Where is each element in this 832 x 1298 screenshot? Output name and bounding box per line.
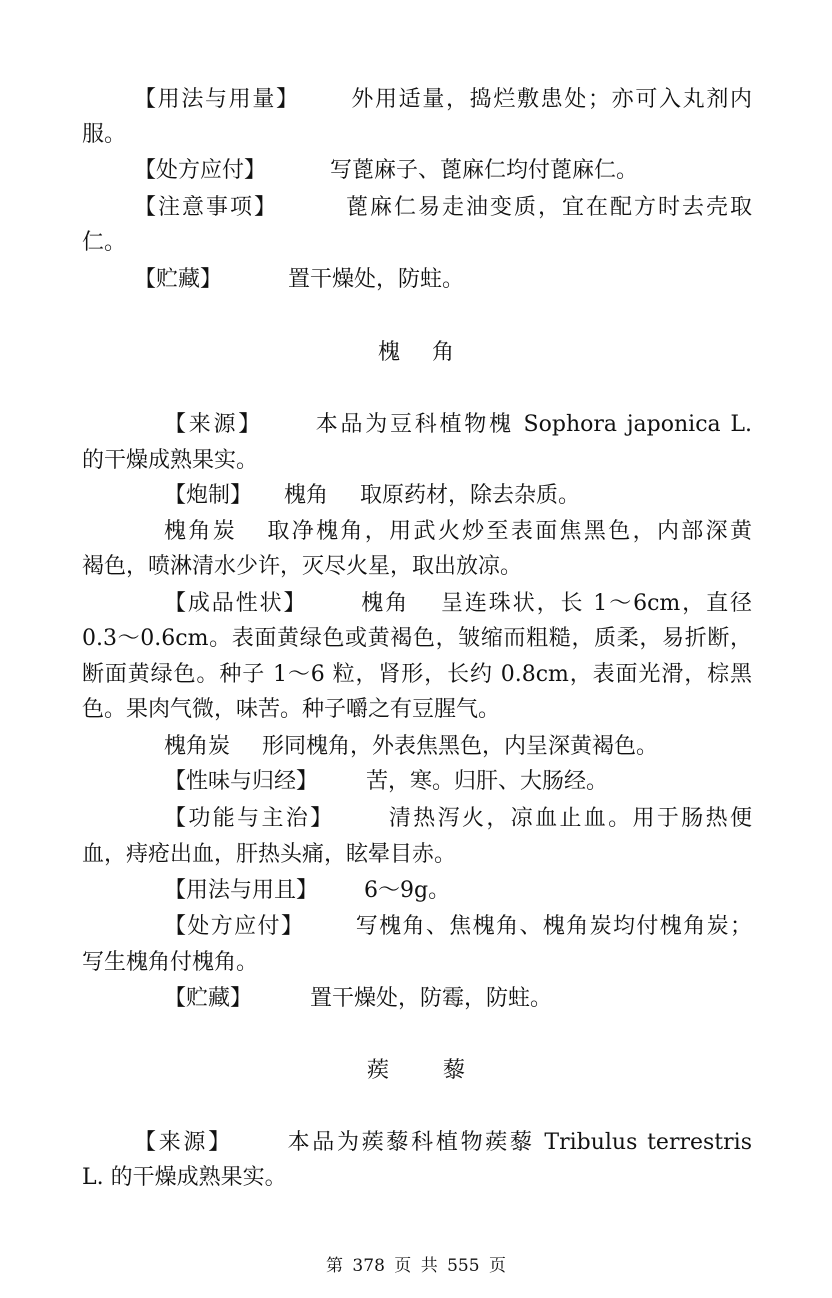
usage-label: 【用法与用量】 bbox=[134, 87, 300, 112]
usage-text-2: 服。 bbox=[82, 122, 127, 147]
hj-usage-text: 6～9g。 bbox=[364, 878, 451, 903]
storage-label: 【贮藏】 bbox=[134, 267, 223, 292]
hj-charcoal-text-2: 褐色，喷淋清水少许，灭尽火星，取出放凉。 bbox=[82, 554, 523, 579]
caution-text-1: 蓖麻仁易走油变质，宜在配方时去壳取 bbox=[344, 195, 752, 220]
caution-line-2 bbox=[82, 228, 752, 258]
hj-taste-line bbox=[164, 767, 752, 797]
hj-properties-line-1 bbox=[164, 589, 752, 619]
usage-line-1 bbox=[134, 85, 752, 115]
hj-properties-text-1: 呈连珠状，长 1～6cm，直径 bbox=[439, 591, 752, 616]
hj-storage-text: 置干燥处，防霉，防蛀。 bbox=[310, 986, 553, 1011]
hj-charcoal-props-text: 形同槐角，外表焦黑色，内呈深黄褐色。 bbox=[262, 734, 659, 759]
hj-charcoal-line-2 bbox=[82, 552, 752, 582]
jl-source-label: 【来源】 bbox=[134, 1130, 233, 1155]
jl-source-text-2: L. 的干燥成熟果实。 bbox=[82, 1165, 287, 1190]
storage-text: 置干燥处，防蛀。 bbox=[288, 267, 465, 292]
hj-prescription-line-1 bbox=[164, 912, 752, 942]
hj-charcoal-line-1 bbox=[164, 517, 752, 547]
prescription-text: 写蓖麻子、蓖麻仁均付蓖麻仁。 bbox=[330, 158, 639, 183]
hj-processing-line bbox=[164, 481, 752, 511]
hj-function-text-1: 清热泻火，凉血止血。用于肠热便 bbox=[386, 806, 752, 831]
jl-source-text-1: 本品为蒺藜科植物蒺藜 Tribulus terrestris bbox=[284, 1130, 752, 1155]
hj-properties-line-2 bbox=[82, 624, 752, 654]
caution-label: 【注意事项】 bbox=[134, 195, 278, 220]
hj-processing-text: 取原药材，除去杂质。 bbox=[360, 483, 581, 508]
storage-line bbox=[134, 265, 752, 295]
hj-function-text-2: 血，痔疮出血，肝热头痛，眩晕目赤。 bbox=[82, 842, 457, 867]
jl-source-line-1 bbox=[134, 1128, 752, 1158]
hj-usage-line bbox=[164, 876, 752, 906]
hj-source-text-1: 本品为豆科植物槐 Sophora japonica L. bbox=[313, 412, 752, 437]
hj-prescription-text-1: 写槐角、焦槐角、槐角炭均付槐角炭； bbox=[354, 914, 752, 939]
hj-properties-text-4: 色。果肉气微，味苦。种子嚼之有豆腥气。 bbox=[82, 697, 501, 722]
hj-storage-line bbox=[164, 984, 752, 1014]
hj-properties-line-4 bbox=[82, 695, 752, 725]
hj-charcoal-props-item: 槐角炭 bbox=[164, 734, 231, 759]
hj-processing-item: 槐角 bbox=[284, 483, 329, 508]
hj-function-line-1 bbox=[164, 804, 752, 834]
hj-charcoal-text-1: 取净槐角，用武火炒至表面焦黑色，内部深黄 bbox=[265, 519, 752, 544]
hj-storage-label: 【贮藏】 bbox=[164, 986, 253, 1011]
hj-source-line-2 bbox=[82, 446, 752, 476]
jl-source-line-2 bbox=[82, 1163, 752, 1193]
caution-text-2: 仁。 bbox=[82, 230, 127, 255]
hj-function-label: 【功能与主治】 bbox=[164, 806, 335, 831]
hj-source-text-2: 的干燥成熟果实。 bbox=[82, 448, 259, 473]
hj-charcoal-props-line bbox=[164, 732, 752, 762]
hj-prescription-label: 【处方应付】 bbox=[164, 914, 305, 939]
hj-source-label: 【来源】 bbox=[164, 412, 264, 437]
hj-function-line-2 bbox=[82, 840, 752, 870]
usage-text-1: 外用适量，捣烂敷患处；亦可入丸剂内 bbox=[349, 87, 752, 112]
section-title-jili: 蒺藜 bbox=[366, 1058, 519, 1083]
hj-properties-text-3: 断面黄绿色。种子 1～6 粒，肾形，长约 0.8cm，表面光滑，棕黑 bbox=[82, 662, 752, 687]
hj-properties-text-2: 0.3～0.6cm。表面黄绿色或黄褐色，皱缩而粗糙，质柔，易折断， bbox=[82, 626, 752, 651]
hj-source-line-1 bbox=[164, 410, 752, 440]
hj-processing-label: 【炮制】 bbox=[164, 483, 253, 508]
hj-properties-line-3 bbox=[82, 660, 752, 690]
caution-line-1 bbox=[134, 193, 752, 223]
hj-taste-text: 苦，寒。归肝、大肠经。 bbox=[366, 769, 609, 794]
hj-prescription-line-2 bbox=[82, 948, 752, 978]
hj-properties-item: 槐角 bbox=[359, 591, 410, 616]
hj-taste-label: 【性味与归经】 bbox=[164, 769, 319, 794]
page-footer: 第 378 页 共 555 页 bbox=[326, 1256, 506, 1276]
hj-properties-label: 【成品性状】 bbox=[164, 591, 308, 616]
hj-usage-label: 【用法与用且】 bbox=[164, 878, 319, 903]
usage-line-2 bbox=[82, 120, 752, 150]
section-title-huaijiao: 槐角 bbox=[377, 340, 486, 365]
prescription-label: 【处方应付】 bbox=[134, 158, 267, 183]
prescription-line bbox=[134, 156, 752, 186]
hj-prescription-text-2: 写生槐角付槐角。 bbox=[82, 950, 259, 975]
hj-charcoal-item: 槐角炭 bbox=[164, 519, 238, 544]
